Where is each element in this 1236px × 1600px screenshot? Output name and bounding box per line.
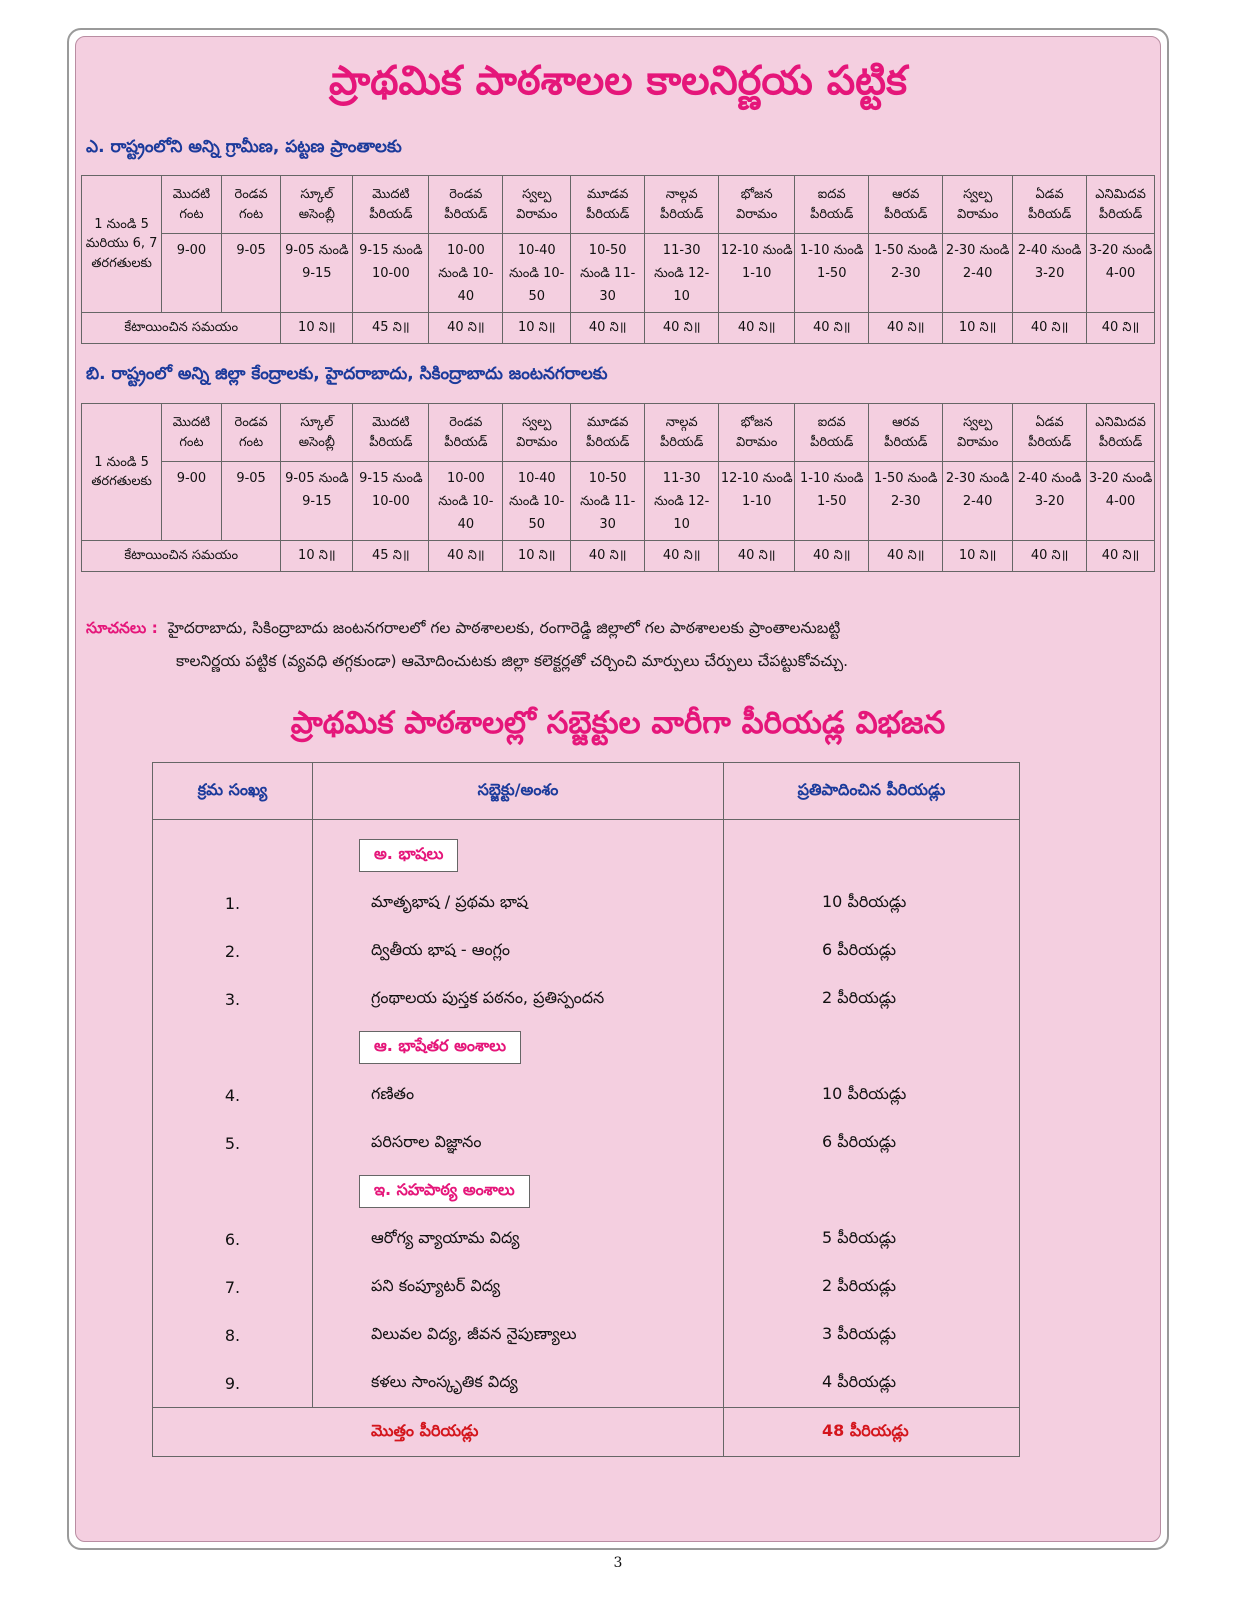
allotted-duration: 40 ని॥ <box>1087 313 1155 344</box>
column-name: మూడవ పీరియడ్ <box>571 176 645 234</box>
class-label: 1 నుండి 5 మరియు 6, 7 తరగతులకు <box>82 176 162 313</box>
time-slot: 12-10 నుండి 1-10 <box>719 234 795 313</box>
allotted-label: కేటాయించిన సమయం <box>82 313 281 344</box>
group-empty-cell <box>153 820 313 880</box>
period-count: 3 పీరియడ్లు <box>724 1311 1020 1359</box>
time-slot: 1-10 నుండి 1-50 <box>795 234 869 313</box>
page-number: 3 <box>613 1555 623 1571</box>
allotted-duration: 40 ని॥ <box>429 541 503 572</box>
time-slot: 1-50 నుండి 2-30 <box>869 462 943 541</box>
time-slot: 3-20 నుండి 4-00 <box>1087 462 1155 541</box>
subject-row <box>153 1311 1020 1359</box>
subject-name: ద్వితీయ భాష - ఆంగ్లం <box>313 927 724 975</box>
column-name: స్కూల్ అసెంబ్లీ <box>281 404 353 462</box>
time-slot: 10-00 నుండి 10-40 <box>429 234 503 313</box>
subject-row <box>153 1071 1020 1119</box>
group-empty-cell <box>724 1167 1020 1215</box>
subject-name: కళలు సాంస్కృతిక విద్య <box>313 1359 724 1408</box>
serial-number: 7. <box>153 1263 313 1311</box>
timetable-header-row <box>82 176 1155 234</box>
allotted-duration: 40 ని॥ <box>571 541 645 572</box>
allotted-duration: 40 ని॥ <box>1087 541 1155 572</box>
column-name: రెండవ గంట <box>221 404 281 462</box>
subject-row <box>153 1359 1020 1408</box>
column-name: ఎనిమిదవ పీరియడ్ <box>1087 176 1155 234</box>
note <box>86 612 1156 677</box>
header-subject: సబ్జెక్టు/అంశం <box>313 763 724 820</box>
time-slot: 2-40 నుండి 3-20 <box>1013 234 1087 313</box>
serial-number: 1. <box>153 879 313 927</box>
column-name: ఐదవ పీరియడ్ <box>795 404 869 462</box>
time-slot: 3-20 నుండి 4-00 <box>1087 234 1155 313</box>
allotted-duration: 10 ని॥ <box>281 541 353 572</box>
serial-number: 9. <box>153 1359 313 1408</box>
allotted-duration: 40 ని॥ <box>795 541 869 572</box>
column-name: ఏడవ పీరియడ్ <box>1013 176 1087 234</box>
timetable-allotted-row <box>82 313 1155 344</box>
time-slot: 1-10 నుండి 1-50 <box>795 462 869 541</box>
timetable-b <box>81 403 1155 572</box>
subject-row <box>153 1119 1020 1167</box>
subject-name: పరిసరాల విజ్ఞానం <box>313 1119 724 1167</box>
time-slot: 9-15 నుండి 10-00 <box>353 462 429 541</box>
serial-number: 5. <box>153 1119 313 1167</box>
class-label: 1 నుండి 5 తరగతులకు <box>82 404 162 541</box>
note-line-1: హైదరాబాదు, సికింద్రాబాదు జంటనగరాలలో గల పాఠశాలలకు, రంగారెడ్డి జిల్లాలో గల పాఠశాలలకు ప్రాంతాలనుబట్టి <box>167 619 841 637</box>
header-serial: క్రమ సంఖ్య <box>153 763 313 820</box>
allotted-duration: 10 ని॥ <box>281 313 353 344</box>
time-slot: 10-00 నుండి 10-40 <box>429 462 503 541</box>
group-label-cell <box>313 1023 724 1071</box>
period-count: 10 పీరియడ్లు <box>724 879 1020 927</box>
subject-row <box>153 879 1020 927</box>
time-slot: 9-05 <box>221 234 281 313</box>
timetable-time-row <box>82 462 1155 541</box>
group-label-cell <box>313 820 724 880</box>
note-label: సూచనలు : <box>86 619 158 637</box>
column-name: భోజన విరామం <box>719 404 795 462</box>
subject-row <box>153 1215 1020 1263</box>
column-name: మొదటి పీరియడ్ <box>353 176 429 234</box>
allotted-duration: 10 ని॥ <box>943 313 1013 344</box>
column-name: మొదటి పీరియడ్ <box>353 404 429 462</box>
subject-table-body <box>153 820 1020 1457</box>
column-name: స్వల్ప విరామం <box>503 176 571 234</box>
subject-name: పని కంప్యూటర్ విద్య <box>313 1263 724 1311</box>
time-slot: 10-40 నుండి 10-50 <box>503 234 571 313</box>
allotted-duration: 40 ని॥ <box>1013 541 1087 572</box>
time-slot: 10-50 నుండి 11-30 <box>571 234 645 313</box>
allotted-duration: 40 ని॥ <box>1013 313 1087 344</box>
time-slot: 9-15 నుండి 10-00 <box>353 234 429 313</box>
allotted-duration: 45 ని॥ <box>353 541 429 572</box>
header-periods: ప్రతిపాదించిన పీరియడ్లు <box>724 763 1020 820</box>
column-name: ఎనిమిదవ పీరియడ్ <box>1087 404 1155 462</box>
column-name: మూడవ పీరియడ్ <box>571 404 645 462</box>
group-empty-cell <box>724 820 1020 880</box>
allotted-duration: 40 ని॥ <box>571 313 645 344</box>
group-row <box>153 1023 1020 1071</box>
column-name: నాల్గవ పీరియడ్ <box>645 176 719 234</box>
timetable-a <box>81 175 1155 344</box>
allotted-duration: 40 ని॥ <box>869 313 943 344</box>
allotted-duration: 40 ని॥ <box>795 313 869 344</box>
column-name: మొదటి గంట <box>162 176 222 234</box>
column-name: మొదటి గంట <box>162 404 222 462</box>
section-a-heading: ఎ. రాష్ట్రంలోని అన్ని గ్రామీణ, పట్టణ ప్రాంతాలకు <box>86 137 402 157</box>
subject-name: మాతృభాష / ప్రథమ భాష <box>313 879 724 927</box>
group-label: అ. భాషలు <box>359 839 458 872</box>
column-name: స్వల్ప విరామం <box>943 404 1013 462</box>
period-count: 6 పీరియడ్లు <box>724 1119 1020 1167</box>
time-slot: 9-05 <box>221 462 281 541</box>
timetable-header-row <box>82 404 1155 462</box>
allotted-duration: 40 ని॥ <box>719 541 795 572</box>
total-label: మొత్తం పీరియడ్లు <box>153 1408 724 1457</box>
time-slot: 11-30 నుండి 12-10 <box>645 234 719 313</box>
period-count: 5 పీరియడ్లు <box>724 1215 1020 1263</box>
subject-name: ఆరోగ్య వ్యాయామ విద్య <box>313 1215 724 1263</box>
column-name: స్కూల్ అసెంబ్లీ <box>281 176 353 234</box>
period-count: 4 పీరియడ్లు <box>724 1359 1020 1408</box>
column-name: ఏడవ పీరియడ్ <box>1013 404 1087 462</box>
total-row <box>153 1408 1020 1457</box>
period-count: 2 పీరియడ్లు <box>724 975 1020 1023</box>
column-name: స్వల్ప విరామం <box>503 404 571 462</box>
time-slot: 9-05 నుండి 9-15 <box>281 234 353 313</box>
allotted-duration: 45 ని॥ <box>353 313 429 344</box>
allotted-duration: 10 ని॥ <box>503 541 571 572</box>
subject-section-title: ప్రాథమిక పాఠశాలల్లో సబ్జెక్టుల వారీగా పీరియడ్ల విభజన <box>290 705 946 741</box>
allotted-duration: 10 ని॥ <box>943 541 1013 572</box>
time-slot: 2-40 నుండి 3-20 <box>1013 462 1087 541</box>
timetable-allotted-row <box>82 541 1155 572</box>
subject-table <box>152 762 1020 1457</box>
allotted-duration: 40 ని॥ <box>869 541 943 572</box>
serial-number: 2. <box>153 927 313 975</box>
allotted-label: కేటాయించిన సమయం <box>82 541 281 572</box>
column-name: నాల్గవ పీరియడ్ <box>645 404 719 462</box>
column-name: ఆరవ పీరియడ్ <box>869 404 943 462</box>
subject-name: గణితం <box>313 1071 724 1119</box>
timetable-b-body <box>82 404 1155 572</box>
timetable-time-row <box>82 234 1155 313</box>
period-count: 10 పీరియడ్లు <box>724 1071 1020 1119</box>
serial-number: 3. <box>153 975 313 1023</box>
time-slot: 12-10 నుండి 1-10 <box>719 462 795 541</box>
time-slot: 2-30 నుండి 2-40 <box>943 234 1013 313</box>
allotted-duration: 40 ని॥ <box>719 313 795 344</box>
subject-row <box>153 927 1020 975</box>
group-label-cell <box>313 1167 724 1215</box>
allotted-duration: 40 ని॥ <box>645 313 719 344</box>
column-name: ఐదవ పీరియడ్ <box>795 176 869 234</box>
group-row <box>153 820 1020 880</box>
timetable-a-body <box>82 176 1155 344</box>
time-slot: 11-30 నుండి 12-10 <box>645 462 719 541</box>
allotted-duration: 40 ని॥ <box>645 541 719 572</box>
group-row <box>153 1167 1020 1215</box>
column-name: రెండవ గంట <box>221 176 281 234</box>
group-empty-cell <box>724 1023 1020 1071</box>
period-count: 6 పీరియడ్లు <box>724 927 1020 975</box>
time-slot: 10-40 నుండి 10-50 <box>503 462 571 541</box>
note-line-2: కాలనిర్ణయ పట్టిక (వ్యవధి తగ్గకుండా) ఆమోదించుటకు జిల్లా కలెక్టర్లతో చర్చించి మార్పులు చేర్పులు చేపట్టుకోవచ్చు. <box>176 651 849 670</box>
group-label: ఆ. భాషేతర అంశాలు <box>359 1031 521 1064</box>
section-b-heading: బి. రాష్ట్రంలో అన్ని జిల్లా కేంద్రాలకు, హైదరాబాదు, సికింద్రాబాదు జంటనగరాలకు <box>86 364 608 384</box>
allotted-duration: 10 ని॥ <box>503 313 571 344</box>
group-empty-cell <box>153 1023 313 1071</box>
subject-row <box>153 975 1020 1023</box>
group-label: ఇ. సహపాఠ్య అంశాలు <box>359 1175 530 1208</box>
time-slot: 10-50 నుండి 11-30 <box>571 462 645 541</box>
serial-number: 6. <box>153 1215 313 1263</box>
time-slot: 2-30 నుండి 2-40 <box>943 462 1013 541</box>
time-slot: 9-00 <box>162 462 222 541</box>
period-count: 2 పీరియడ్లు <box>724 1263 1020 1311</box>
column-name: భోజన విరామం <box>719 176 795 234</box>
column-name: స్వల్ప విరామం <box>943 176 1013 234</box>
allotted-duration: 40 ని॥ <box>429 313 503 344</box>
serial-number: 4. <box>153 1071 313 1119</box>
subject-name: గ్రంథాలయ పుస్తక పఠనం, ప్రతిస్పందన <box>313 975 724 1023</box>
subject-name: విలువల విద్య, జీవన నైపుణ్యాలు <box>313 1311 724 1359</box>
time-slot: 9-00 <box>162 234 222 313</box>
time-slot: 9-05 నుండి 9-15 <box>281 462 353 541</box>
column-name: ఆరవ పీరియడ్ <box>869 176 943 234</box>
subject-row <box>153 1263 1020 1311</box>
total-value: 48 పీరియడ్లు <box>724 1408 1020 1457</box>
serial-number: 8. <box>153 1311 313 1359</box>
page-title: ప్రాథమిక పాఠశాలల కాలనిర్ణయ పట్టిక <box>329 58 907 104</box>
column-name: రెండవ పీరియడ్ <box>429 404 503 462</box>
group-empty-cell <box>153 1167 313 1215</box>
column-name: రెండవ పీరియడ్ <box>429 176 503 234</box>
time-slot: 1-50 నుండి 2-30 <box>869 234 943 313</box>
